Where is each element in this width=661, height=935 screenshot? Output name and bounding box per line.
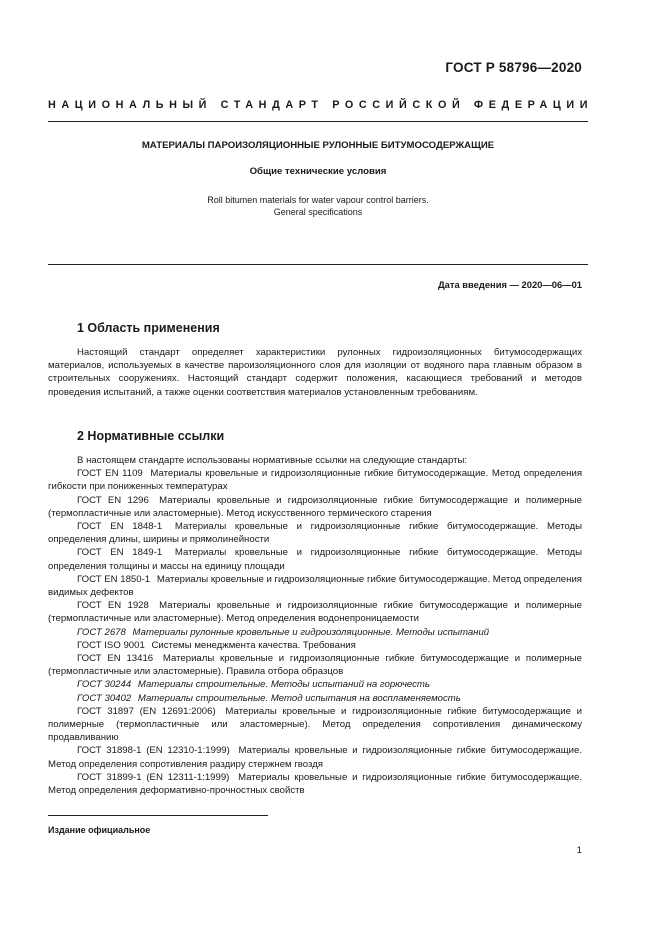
reference-item <box>48 599 582 625</box>
reference-code: ГОСТ EN 1849-1 <box>77 547 163 559</box>
reference-code: ГОСТ 31898-1 (EN 12310-1:1999) <box>77 745 230 757</box>
section-2-body <box>48 454 582 797</box>
edition-label: Издание официальное <box>48 825 151 835</box>
reference-code: ГОСТ ISO 9001 <box>77 639 145 651</box>
document-title: МАТЕРИАЛЫ ПАРОИЗОЛЯЦИОННЫЕ РУЛОННЫЕ БИТУМОСОДЕРЖАЩИЕ <box>141 140 495 151</box>
reference-code: ГОСТ 30402 <box>77 692 132 704</box>
footer-divider <box>48 815 268 816</box>
reference-item <box>48 678 582 691</box>
reference-title: Материалы кровельные и гидроизоляционные гибкие битумосодержащие. Метод определения гибкости при пониженных температурах <box>48 468 583 493</box>
reference-title: Материалы кровельные и гидроизоляционные гибкие битумосодержащие и полимерные (термопластичные или эластомерные). Метод определения водонепроницаемости <box>48 600 583 625</box>
reference-code: ГОСТ EN 1850-1 <box>77 573 151 585</box>
reference-item <box>48 467 582 493</box>
reference-title: Материалы кровельные и гидроизоляционные гибкие битумосодержащие и полимерные (термопластичные или эластомерные). Метод определения сопротивления динамическому продавливанию <box>48 705 582 744</box>
title-divider <box>48 264 588 265</box>
section-1-paragraph: Настоящий стандарт определяет характеристики рулонных гидроизоляционных битумосодержащих материалов, используемых в качестве пароизоляционного слоя для изоляции от водяного пара главным образом в строительных сооружениях. Настоящий стандарт содержит положения, касающиеся требований и методов проведения испытаний, а также оценки соответствия материалов установленным требованиям. <box>48 347 582 398</box>
reference-code: ГОСТ 31899-1 (EN 12311-1:1999) <box>77 771 230 783</box>
reference-code: ГОСТ EN 1928 <box>77 600 149 612</box>
reference-item <box>48 494 582 520</box>
reference-list <box>48 467 582 797</box>
document-subtitle: Общие технические условия <box>249 166 387 177</box>
reference-title: Материалы кровельные и гидроизоляционные гибкие битумосодержащие. Методы определения толщины и массы на единицу площади <box>48 547 582 572</box>
reference-item <box>48 652 582 678</box>
section-2-heading: 2 Нормативные ссылки <box>77 429 225 443</box>
reference-title: Материалы кровельные и гидроизоляционные гибкие битумосодержащие. Метод определения деформативно-прочностных свойств <box>48 771 582 797</box>
gost-number: ГОСТ Р 58796—2020 <box>445 60 582 75</box>
reference-item <box>48 573 582 599</box>
reference-item <box>48 692 582 705</box>
english-title-line-1: Roll bitumen materials for water vapour control barriers. <box>207 195 429 205</box>
reference-item <box>48 771 582 797</box>
reference-title: Материалы кровельные и гидроизоляционные гибкие битумосодержащие и полимерные (термопластичные или эластомерные). Метод искусственного термического старения <box>48 494 583 519</box>
section-1-body <box>48 346 582 399</box>
reference-title: Системы менеджмента качества. Требования <box>151 639 356 651</box>
national-standard-banner: НАЦИОНАЛЬНЫЙ СТАНДАРТ РОССИЙСКОЙ ФЕДЕРАЦИИ <box>48 99 594 111</box>
section-2-intro: В настоящем стандарте использованы нормативные ссылки на следующие стандарты: <box>77 455 468 466</box>
reference-code: ГОСТ EN 1109 <box>77 468 143 480</box>
reference-item <box>48 744 582 770</box>
english-title-line-2: General specifications <box>273 207 363 217</box>
reference-title: Материалы строительные. Методы испытаний на горючесть <box>137 679 430 691</box>
reference-item <box>48 520 582 546</box>
reference-item <box>48 705 582 745</box>
reference-code: ГОСТ EN 13416 <box>77 653 154 665</box>
reference-title: Материалы кровельные и гидроизоляционные гибкие битумосодержащие. Метод определения сопротивления раздиру стержнем гвоздя <box>48 745 582 770</box>
reference-title: Материалы строительные. Метод испытания на воспламеняемость <box>137 692 461 704</box>
reference-title: Материалы рулонные кровельные и гидроизоляционные. Методы испытаний <box>132 626 490 638</box>
reference-item <box>48 546 582 572</box>
introduction-date: Дата введения — 2020—06—01 <box>437 279 582 290</box>
reference-item <box>48 626 582 639</box>
reference-code: ГОСТ 31897 (EN 12691:2006) <box>77 705 216 717</box>
top-divider <box>48 121 588 122</box>
reference-item <box>48 639 582 652</box>
reference-code: ГОСТ EN 1296 <box>77 494 149 506</box>
page-number: 1 <box>576 845 582 856</box>
reference-code: ГОСТ 2678 <box>77 626 126 638</box>
reference-code: ГОСТ 30244 <box>77 679 132 691</box>
reference-title: Материалы кровельные и гидроизоляционные гибкие битумосодержащие и полимерные (термопластичные или эластомерные). Правила отбора образцов <box>48 653 582 678</box>
reference-code: ГОСТ EN 1848-1 <box>77 521 163 533</box>
reference-title: Материалы кровельные и гидроизоляционные гибкие битумосодержащие. Метод определения видимых дефектов <box>48 573 582 599</box>
section-1-heading: 1 Область применения <box>77 321 220 335</box>
reference-title: Материалы кровельные и гидроизоляционные гибкие битумосодержащие. Методы определения длины, ширины и прямолинейности <box>48 521 582 546</box>
english-title <box>48 194 588 218</box>
